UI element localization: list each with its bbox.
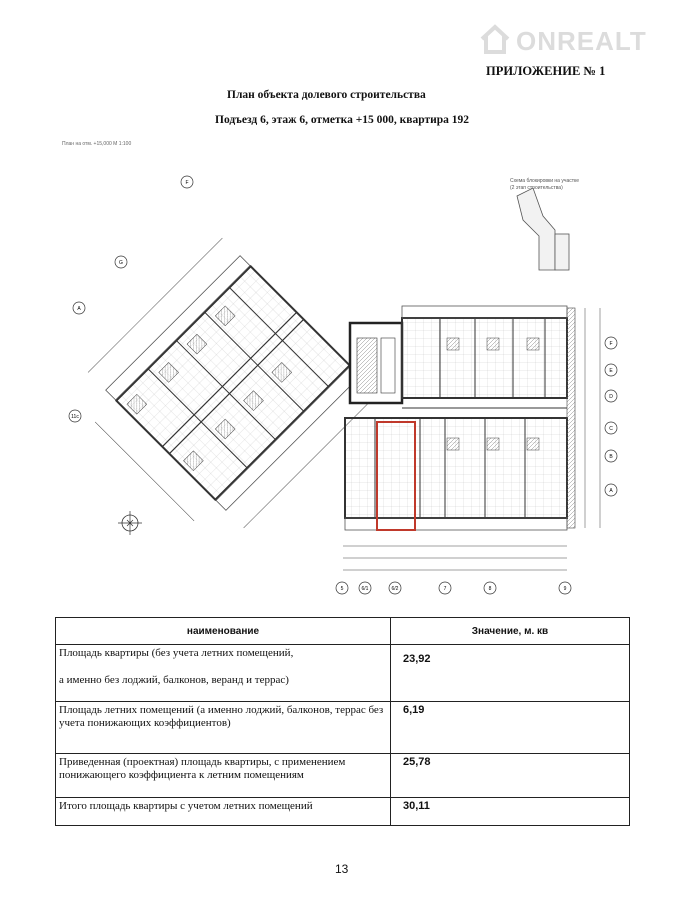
rotated-wing [67,238,378,549]
scheme-caption-line2: (2 этап строительства) [510,185,563,191]
floor-plan-drawing [55,138,630,608]
row-label [56,798,391,826]
row-label-line: Итого площадь квартиры с учетом летних помещений [59,800,313,812]
axis-label: G [119,260,123,266]
house-icon [478,22,512,56]
watermark-text: ONREALT [516,26,647,56]
stair-core [350,323,402,403]
row-label-line: Площадь квартиры (без учета летних помещений, [59,647,294,659]
row-label [56,754,391,798]
axis-label: 8 [488,586,492,592]
row-value: 25,78 [391,754,630,798]
row-label-line: Приведенная (проектная) площадь квартиры, с применением [59,756,346,768]
drawing-caption: План на отм. +15,000 М 1:100 [62,141,132,147]
table-row [56,645,630,702]
table-row [56,754,630,798]
page-title: План объекта долевого строительства [227,89,426,101]
row-label-line: понижающего коэффициента к летним помещениям [59,769,304,781]
axis-label: A [77,306,81,312]
row-label-line: Площадь летних помещений (а именно лоджий, балконов, террас без [59,704,384,716]
row-label-line: учета понижающих коэффициентов) [59,717,231,729]
axis-label: F [185,180,189,186]
axis-label: 11c [71,414,79,420]
scheme-caption-line1: Схема блокировки на участке [510,178,580,184]
appendix-label: ПРИЛОЖЕНИЕ № 1 [486,64,606,78]
area-table [55,617,630,826]
table-row [56,798,630,826]
row-value: 30,11 [391,798,630,826]
axis-label: E [609,368,613,374]
axis-label: 6/1 [361,586,369,592]
axis-label: 7 [443,586,447,592]
axis-label: B [609,454,613,460]
axis-label: F [609,341,613,347]
axis-label: C [609,426,613,432]
row-label [56,645,391,702]
floor-plan-svg [55,138,630,608]
row-label [56,702,391,754]
header-value: Значение, м. кв [391,618,630,645]
axis-markers-right [605,337,617,496]
axis-label: A [609,488,613,494]
table-header-row [56,618,630,645]
header-name: наименование [56,618,391,645]
axis-label: D [609,394,613,400]
page-subtitle: Подъезд 6, этаж 6, отметка +15 000, квартира 192 [215,114,470,126]
table-row [56,702,630,754]
axis-label: 9 [563,586,567,592]
row-value: 6,19 [391,702,630,754]
row-label-line: а именно без лоджий, балконов, веранд и террас) [59,674,289,686]
north-arrow-icon [118,511,142,535]
page-number: 13 [335,862,349,876]
row-value: 23,92 [391,645,630,702]
watermark-logo [478,20,668,64]
location-scheme [517,188,569,270]
axis-label: 6/2 [391,586,399,592]
axis-label: 5 [340,586,344,592]
axis-markers-bottom [336,582,571,594]
